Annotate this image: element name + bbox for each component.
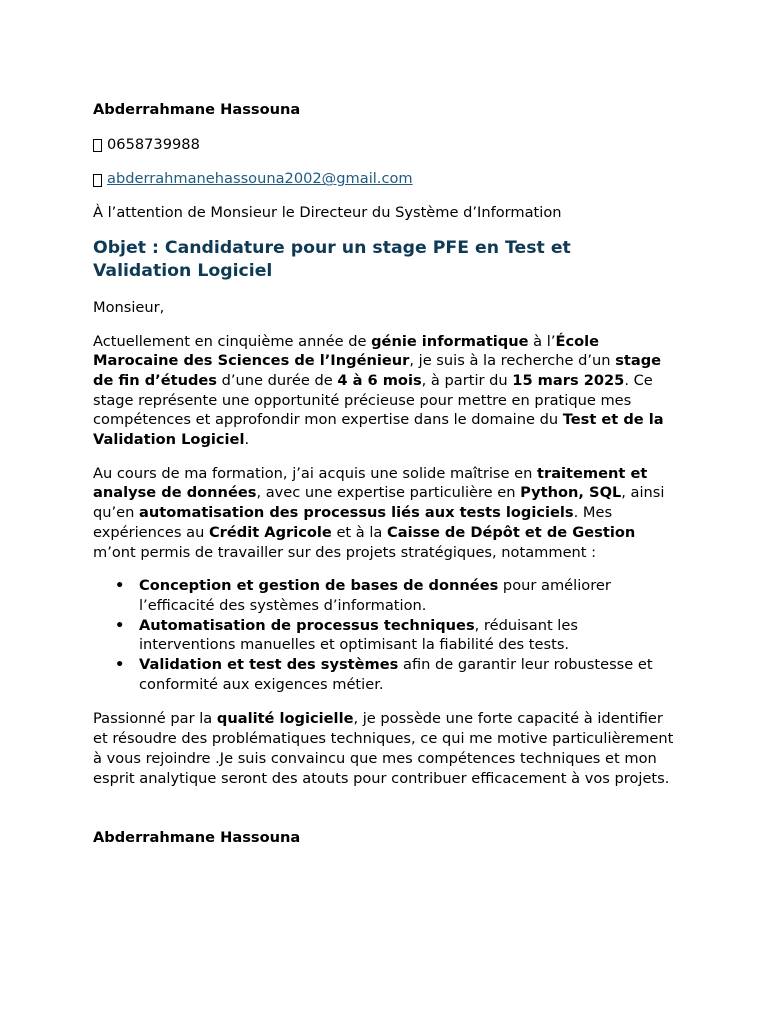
list-item — [115, 655, 674, 694]
list-item-bold: Validation et test des systèmes — [139, 656, 399, 674]
text-run: Au cours de ma formation, j’ai acquis une solide maîtrise en — [93, 464, 538, 482]
bold-run: traitement et analyse de données — [93, 464, 648, 502]
attention-line: À l’attention de Monsieur le Directeur du Système d’Information — [93, 204, 562, 222]
text-run: et à la — [331, 523, 388, 541]
text-run: m’ont permis de travailler sur des projets stratégiques, notamment : — [93, 543, 597, 561]
email-link[interactable]: abderrahmanehassouna2002@gmail.com — [107, 170, 413, 188]
bold-run: automatisation des processus liés aux tests logiciels — [139, 504, 574, 522]
greeting: Monsieur, — [93, 298, 165, 316]
paragraph-intro — [93, 332, 674, 450]
phone-icon — [93, 139, 102, 152]
project-list — [93, 576, 674, 694]
bold-run: 4 à 6 mois — [337, 371, 422, 389]
text-run: Passionné par la — [93, 710, 217, 728]
text-run: , à partir du — [421, 371, 513, 389]
text-run: . — [244, 431, 250, 449]
text-run: , je suis à la recherche d’un — [409, 352, 616, 370]
text-run: Actuellement en cinquième année de — [93, 332, 372, 350]
bullet-icon: • — [115, 616, 125, 634]
list-item-text: , réduisant les interventions manuelles et optimisant la fiabilité des tests. — [139, 616, 578, 654]
list-item-text: pour améliorer l’efficacité des systèmes d’information. — [139, 577, 611, 614]
email-icon — [93, 174, 102, 187]
paragraph-motivation — [93, 709, 674, 788]
bold-run: Caisse de Dépôt et de Gestion — [387, 523, 636, 541]
list-item-bold: Automatisation de processus techniques — [139, 616, 475, 634]
text-run: , avec une expertise particulière en — [256, 484, 521, 502]
phone-line — [93, 135, 674, 155]
text-run: d’une durée de — [217, 371, 338, 389]
text-run: , ainsi qu’en — [93, 484, 665, 522]
bold-run: Python, SQL — [520, 484, 622, 502]
bold-run: génie informatique — [371, 332, 529, 350]
email-line — [93, 169, 674, 189]
text-run: , je possède une forte capacité à identifier et résoudre des problématiques techniques, ce qui me motive particulièrement à vous rejoindre .Je suis convaincu que mes compétences techniques et mon esprit analytique seront des atouts pour contribuer efficacement à vos projets. — [93, 710, 674, 787]
list-item-text: afin de garantir leur robustesse et conformité aux exigences métier. — [139, 656, 653, 693]
bullet-icon: • — [115, 577, 125, 595]
bold-run: École Marocaine des Sciences de l’Ingénieur — [93, 332, 600, 370]
text-run: à l’ — [528, 332, 556, 350]
text-run: . Mes expériences au — [93, 504, 613, 541]
signature: Abderrahmane Hassouna — [93, 829, 301, 847]
bold-run: qualité logicielle — [216, 710, 354, 728]
list-item — [115, 576, 674, 615]
text-run: . Ce stage représente une opportunité précieuse pour mettre en pratique mes compétences et approfondir mon expertise dans le domaine du — [93, 371, 653, 429]
sender-name: Abderrahmane Hassouna — [93, 101, 301, 118]
bold-run: Crédit Agricole — [208, 523, 332, 541]
bold-run: Test et de la Validation Logiciel — [93, 411, 664, 449]
bold-run: 15 mars 2025 — [512, 371, 625, 389]
phone-number: 0658739988 — [107, 135, 200, 153]
list-item-bold: Conception et gestion de bases de données — [139, 577, 499, 595]
list-item — [115, 616, 674, 655]
bold-run: stage de fin d’études — [93, 352, 662, 389]
subject-heading: Objet : Candidature pour un stage PFE en Test et Validation Logiciel — [93, 237, 571, 281]
bullet-icon: • — [115, 656, 125, 674]
paragraph-experience — [93, 464, 674, 563]
